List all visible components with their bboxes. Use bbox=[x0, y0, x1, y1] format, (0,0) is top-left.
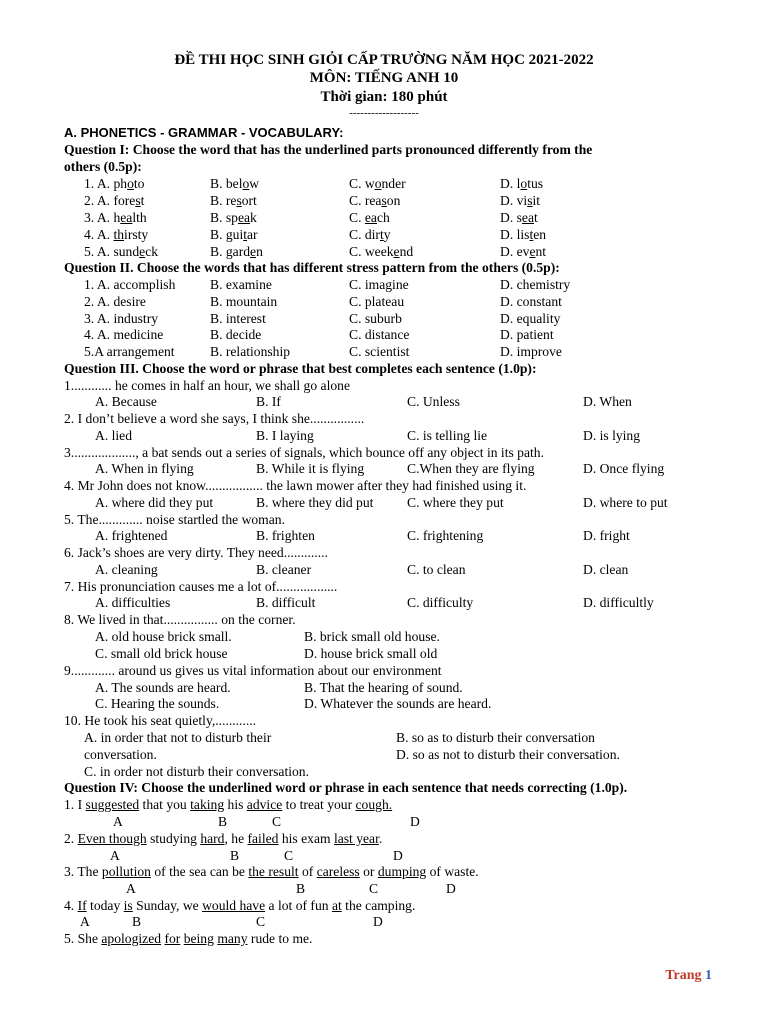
page-number: 1 bbox=[705, 968, 712, 983]
option-b: B. frighten bbox=[256, 528, 315, 543]
option-d: D. seat bbox=[500, 210, 538, 225]
q3-options bbox=[0, 746, 768, 763]
q1-row bbox=[0, 175, 768, 192]
q1-row bbox=[0, 192, 768, 209]
option-a: A. difficulties bbox=[95, 595, 171, 610]
option-a: 2. A. forest bbox=[84, 193, 145, 208]
page-footer bbox=[665, 968, 712, 984]
option-d: D. equality bbox=[500, 311, 561, 326]
option-c: C. dirty bbox=[349, 227, 391, 242]
option-b: B. That the hearing of sound. bbox=[304, 680, 463, 695]
option-d: D. Whatever the sounds are heard. bbox=[304, 696, 492, 711]
option-a: 2. A. desire bbox=[84, 294, 146, 309]
option-c: C. small old brick house bbox=[95, 646, 228, 661]
option-d: D. When bbox=[583, 394, 632, 409]
option-b: B. speak bbox=[210, 210, 257, 225]
option-c: C. imagine bbox=[349, 277, 409, 292]
option-b: B. difficult bbox=[256, 595, 316, 610]
q1-row bbox=[0, 209, 768, 226]
q1-title-cont: others (0.5p): bbox=[64, 159, 142, 174]
option-b: B. resort bbox=[210, 193, 257, 208]
letter-d: D bbox=[393, 848, 403, 863]
option-a: A. in order that not to disturb their bbox=[84, 730, 272, 745]
q3-options bbox=[0, 729, 768, 746]
option-d: D. is lying bbox=[583, 428, 641, 443]
exam-title: ĐỀ THI HỌC SINH GIỎI CẤP TRƯỜNG NĂM HỌC 2021-2022 bbox=[174, 52, 594, 68]
q3-title: Question III. Choose the word or phrase that best completes each sentence (1.0p): bbox=[64, 361, 537, 376]
question-text: 7. His pronunciation causes me a lot of.................. bbox=[64, 579, 338, 594]
q4-sentence bbox=[0, 930, 768, 947]
option-b: B. While it is flying bbox=[256, 461, 365, 476]
sentence-text: 3. The pollution of the sea can be the result of careless or dumping of waste. bbox=[64, 864, 479, 879]
q3-question bbox=[0, 477, 768, 494]
letter-d: D bbox=[446, 881, 456, 896]
option-d: D. event bbox=[500, 244, 547, 259]
q3-options bbox=[0, 494, 768, 511]
letter-c: C bbox=[256, 914, 266, 929]
option-b: B. interest bbox=[210, 311, 266, 326]
option-a: 4. A. medicine bbox=[84, 327, 164, 342]
letter-b: B bbox=[218, 814, 228, 829]
letter-d: D bbox=[373, 914, 383, 929]
q3-question bbox=[0, 511, 768, 528]
q4-sentence bbox=[0, 863, 768, 880]
q3-options bbox=[0, 460, 768, 477]
question-text: 9............. around us gives us vital information about our environment bbox=[64, 663, 442, 678]
option-a: 5.A arrangement bbox=[84, 344, 175, 359]
option-c: C. Unless bbox=[407, 394, 460, 409]
question-text: 4. Mr John does not know................. the lawn mower after they had finished using it. bbox=[64, 478, 527, 493]
option-b: B. below bbox=[210, 176, 260, 191]
option-b: B. where they did put bbox=[256, 495, 374, 510]
q3-options bbox=[0, 527, 768, 544]
option-b: B. I laying bbox=[256, 428, 314, 443]
option-b: B. cleaner bbox=[256, 562, 312, 577]
option-d: D. chemistry bbox=[500, 277, 571, 292]
q3-question bbox=[0, 712, 768, 729]
option-b: B. relationship bbox=[210, 344, 291, 359]
sentence-text: 4. If today is Sunday, we would have a lot of fun at the camping. bbox=[64, 898, 416, 913]
q1-title-line1 bbox=[0, 141, 768, 158]
letter-c: C bbox=[369, 881, 379, 896]
option-d: D. improve bbox=[500, 344, 562, 359]
q3-options bbox=[0, 695, 768, 712]
q4-letters bbox=[0, 813, 768, 830]
sentence-text: 1. I suggested that you taking his advice to treat your cough. bbox=[64, 797, 393, 812]
q3-options bbox=[0, 628, 768, 645]
q3-question bbox=[0, 377, 768, 394]
q3-options bbox=[0, 393, 768, 410]
letter-c: C bbox=[272, 814, 282, 829]
question-text: 5. The............. noise startled the woman. bbox=[64, 512, 285, 527]
letter-c: C bbox=[284, 848, 294, 863]
option-d: D. lotus bbox=[500, 176, 544, 191]
option-d: D. clean bbox=[583, 562, 629, 577]
question-text: 6. Jack’s shoes are very dirty. They need............. bbox=[64, 545, 328, 560]
q4-letters bbox=[0, 847, 768, 864]
option-a: A. where did they put bbox=[95, 495, 214, 510]
letter-d: D bbox=[410, 814, 420, 829]
q3-question bbox=[0, 410, 768, 427]
q2-row bbox=[0, 276, 768, 293]
option-c: C. in order not disturb their conversation. bbox=[84, 764, 310, 779]
q2-title: Question II. Choose the words that has different stress pattern from the others (0.5p): bbox=[64, 260, 560, 275]
q4-title-line bbox=[0, 779, 768, 796]
question-text: 2. I don’t believe a word she says, I think she................ bbox=[64, 411, 365, 426]
sentence-text: 5. She apologized for being many rude to me. bbox=[64, 931, 313, 946]
option-a: A. The sounds are heard. bbox=[95, 680, 231, 695]
option-c: C. where they put bbox=[407, 495, 504, 510]
q3-options bbox=[0, 561, 768, 578]
option-c: C. suburb bbox=[349, 311, 402, 326]
question-text: 3..................., a bat sends out a series of signals, which bounce off any object in its path. bbox=[64, 445, 544, 460]
letter-a: A bbox=[80, 914, 90, 929]
q1-row bbox=[0, 243, 768, 260]
q2-row bbox=[0, 310, 768, 327]
page-label: Trang bbox=[665, 968, 705, 983]
q3-question bbox=[0, 611, 768, 628]
option-d: D. fright bbox=[583, 528, 630, 543]
option-a: A. cleaning bbox=[95, 562, 158, 577]
option-b: B. If bbox=[256, 394, 281, 409]
option-a: 1. A. photo bbox=[84, 176, 145, 191]
option-c: C. scientist bbox=[349, 344, 410, 359]
option-c: C. frightening bbox=[407, 528, 484, 543]
letter-a: A bbox=[113, 814, 123, 829]
q3-question bbox=[0, 444, 768, 461]
option-b: B. examine bbox=[210, 277, 272, 292]
option-a: A. When in flying bbox=[95, 461, 194, 476]
option-b: B. decide bbox=[210, 327, 262, 342]
option-c: C. reason bbox=[349, 193, 401, 208]
option-a: A. lied bbox=[95, 428, 132, 443]
option-c: C. is telling lie bbox=[407, 428, 488, 443]
q3-options bbox=[0, 679, 768, 696]
q2-row bbox=[0, 293, 768, 310]
q3-title-line bbox=[0, 360, 768, 377]
q1-title: Question I: Choose the word that has the underlined parts pronounced differently from the bbox=[64, 142, 593, 157]
option-a: 3. A. industry bbox=[84, 311, 159, 326]
option-c: C. distance bbox=[349, 327, 410, 342]
option-a: A. Because bbox=[95, 394, 157, 409]
option-b: B. mountain bbox=[210, 294, 278, 309]
letter-a: A bbox=[110, 848, 120, 863]
option-d: D. difficultly bbox=[583, 595, 654, 610]
letter-b: B bbox=[132, 914, 142, 929]
option-d: D. where to put bbox=[583, 495, 668, 510]
exam-time: Thời gian: 180 phút bbox=[320, 89, 448, 105]
q2-row bbox=[0, 343, 768, 360]
q2-row bbox=[0, 326, 768, 343]
letter-b: B bbox=[230, 848, 240, 863]
option-d: D. visit bbox=[500, 193, 541, 208]
option-a-cont: conversation. bbox=[84, 747, 157, 762]
option-d: D. listen bbox=[500, 227, 547, 242]
option-b: B. so as to disturb their conversation bbox=[396, 730, 595, 745]
option-c: C. each bbox=[349, 210, 390, 225]
q3-options bbox=[0, 594, 768, 611]
option-c: C. Hearing the sounds. bbox=[95, 696, 220, 711]
option-c: C.When they are flying bbox=[407, 461, 535, 476]
option-c: C. difficulty bbox=[407, 595, 474, 610]
q4-title: Question IV: Choose the underlined word or phrase in each sentence that needs correcting (1.0p). bbox=[64, 780, 628, 795]
q4-sentence bbox=[0, 897, 768, 914]
q3-options bbox=[0, 645, 768, 662]
q3-question bbox=[0, 578, 768, 595]
exam-subject: MÔN: TIẾNG ANH 10 bbox=[309, 70, 459, 86]
question-text: 10. He took his seat quietly,............ bbox=[64, 713, 257, 728]
section-heading bbox=[0, 124, 768, 141]
option-a: A. old house brick small. bbox=[95, 629, 232, 644]
q4-sentence bbox=[0, 830, 768, 847]
option-c: C. to clean bbox=[407, 562, 466, 577]
option-a: 4. A. thirsty bbox=[84, 227, 149, 242]
option-d: D. Once flying bbox=[583, 461, 665, 476]
option-d: D. patient bbox=[500, 327, 554, 342]
option-c: C. wonder bbox=[349, 176, 406, 191]
q1-row bbox=[0, 226, 768, 243]
option-d: D. house brick small old bbox=[304, 646, 438, 661]
option-a: 3. A. health bbox=[84, 210, 147, 225]
option-d: D. constant bbox=[500, 294, 562, 309]
option-c: C. plateau bbox=[349, 294, 405, 309]
q4-sentence bbox=[0, 796, 768, 813]
sentence-text: 2. Even though studying hard, he failed his exam last year. bbox=[64, 831, 383, 846]
option-a: 5. A. sundeck bbox=[84, 244, 159, 259]
q4-letters bbox=[0, 913, 768, 930]
letter-a: A bbox=[126, 881, 136, 896]
option-c: C. weekend bbox=[349, 244, 414, 259]
option-d: D. so as not to disturb their conversation. bbox=[396, 747, 620, 762]
q3-question bbox=[0, 544, 768, 561]
section-a-title: A. PHONETICS - GRAMMAR - VOCABULARY: bbox=[64, 125, 344, 140]
q1-title-line2 bbox=[0, 158, 768, 175]
question-text: 8. We lived in that................ on the corner. bbox=[64, 612, 296, 627]
option-a: 1. A. accomplish bbox=[84, 277, 176, 292]
q2-title-line bbox=[0, 259, 768, 276]
q3-question bbox=[0, 662, 768, 679]
question-text: 1............ he comes in half an hour, we shall go alone bbox=[64, 378, 350, 393]
header-separator: ------------------- bbox=[349, 107, 419, 119]
q3-options bbox=[0, 427, 768, 444]
letter-b: B bbox=[296, 881, 306, 896]
q3-options bbox=[0, 763, 768, 780]
option-b: B. guitar bbox=[210, 227, 258, 242]
option-a: A. frightened bbox=[95, 528, 168, 543]
q4-letters bbox=[0, 880, 768, 897]
option-b: B. garden bbox=[210, 244, 263, 259]
option-b: B. brick small old house. bbox=[304, 629, 440, 644]
